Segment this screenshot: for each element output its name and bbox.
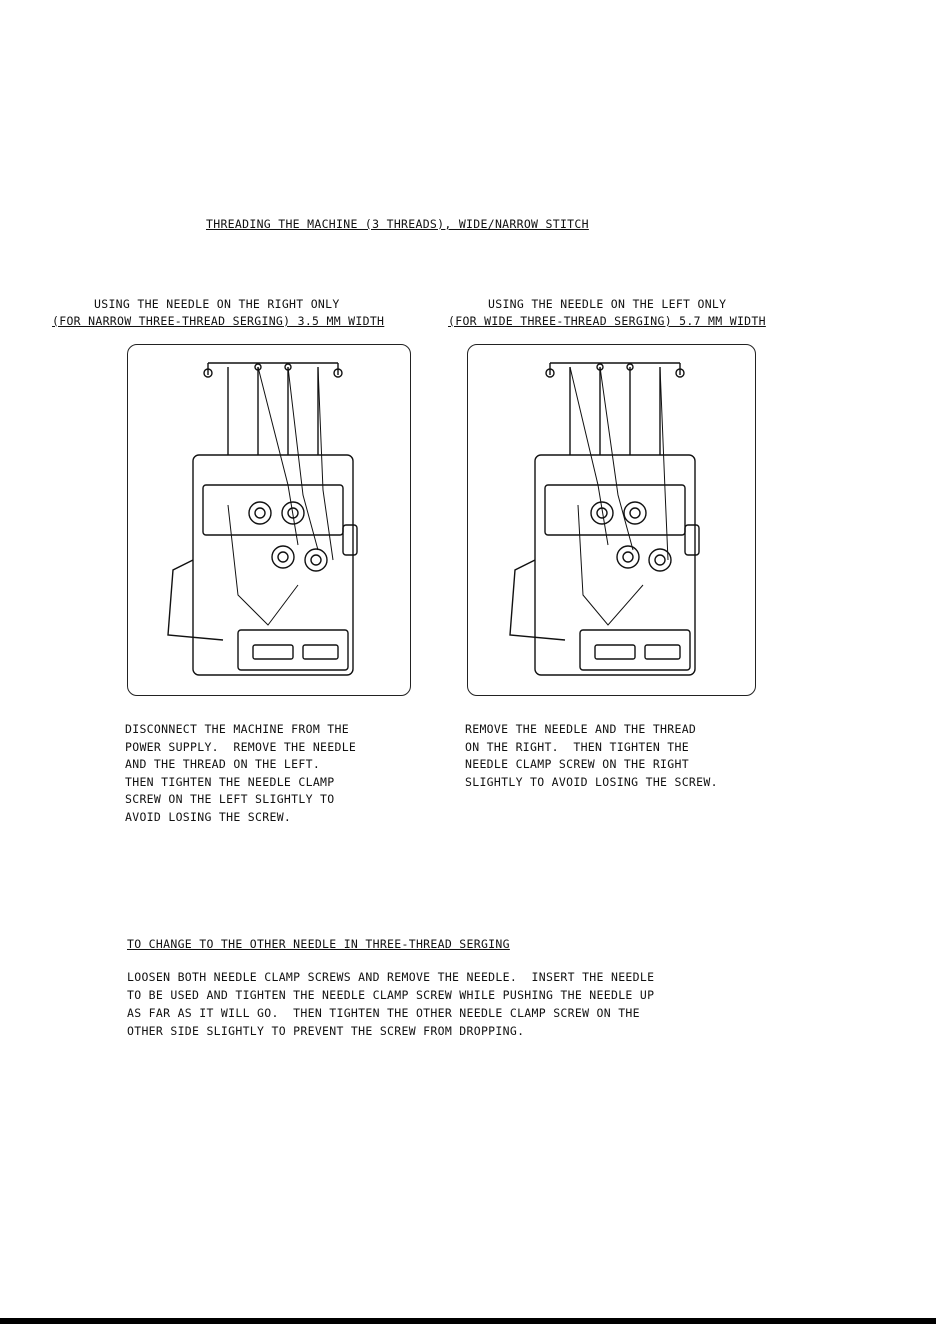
left-caption: DISCONNECT THE MACHINE FROM THE POWER SUPPLY. REMOVE THE NEEDLE AND THE THREAD ON THE LEFT. THEN TIGHTEN THE NEEDLE CLAMP SCREW ON THE LEFT SLIGHTLY TO AVOID LOSING THE SCREW.: [125, 722, 357, 824]
right-caption: REMOVE THE NEEDLE AND THE THREAD ON THE RIGHT. THEN TIGHTEN THE NEEDLE CLAMP SCREW ON THE RIGHT SLIGHTLY TO AVOID LOSING THE SCREW.: [465, 722, 718, 789]
page-bottom-edge: [0, 1318, 936, 1324]
left-heading-line2: (FOR NARROW THREE-THREAD SERGING) 3.5 MM WIDTH: [52, 314, 385, 328]
left-machine-illustration: [127, 344, 411, 696]
left-heading-line1: USING THE NEEDLE ON THE RIGHT ONLY: [94, 297, 340, 311]
section-body: LOOSEN BOTH NEEDLE CLAMP SCREWS AND REMOVE THE NEEDLE. INSERT THE NEEDLE TO BE USED AND TIGHTEN THE NEEDLE CLAMP SCREW WHILE PUSHING THE NEEDLE UP AS FAR AS IT WILL GO. THEN TIGHTEN THE OTHER NEEDLE CLAMP SCREW ON THE OTHER SIDE SLIGHTLY TO PREVENT THE SCREW FROM DROPPING.: [127, 970, 655, 1038]
section-heading: TO CHANGE TO THE OTHER NEEDLE IN THREE-THREAD SERGING: [127, 937, 510, 951]
right-machine-illustration: [467, 344, 756, 696]
right-heading-line1: USING THE NEEDLE ON THE LEFT ONLY: [488, 297, 727, 311]
right-heading-line2: (FOR WIDE THREE-THREAD SERGING) 5.7 MM WIDTH: [448, 314, 766, 328]
page-title: THREADING THE MACHINE (3 THREADS), WIDE/NARROW STITCH: [206, 217, 589, 231]
